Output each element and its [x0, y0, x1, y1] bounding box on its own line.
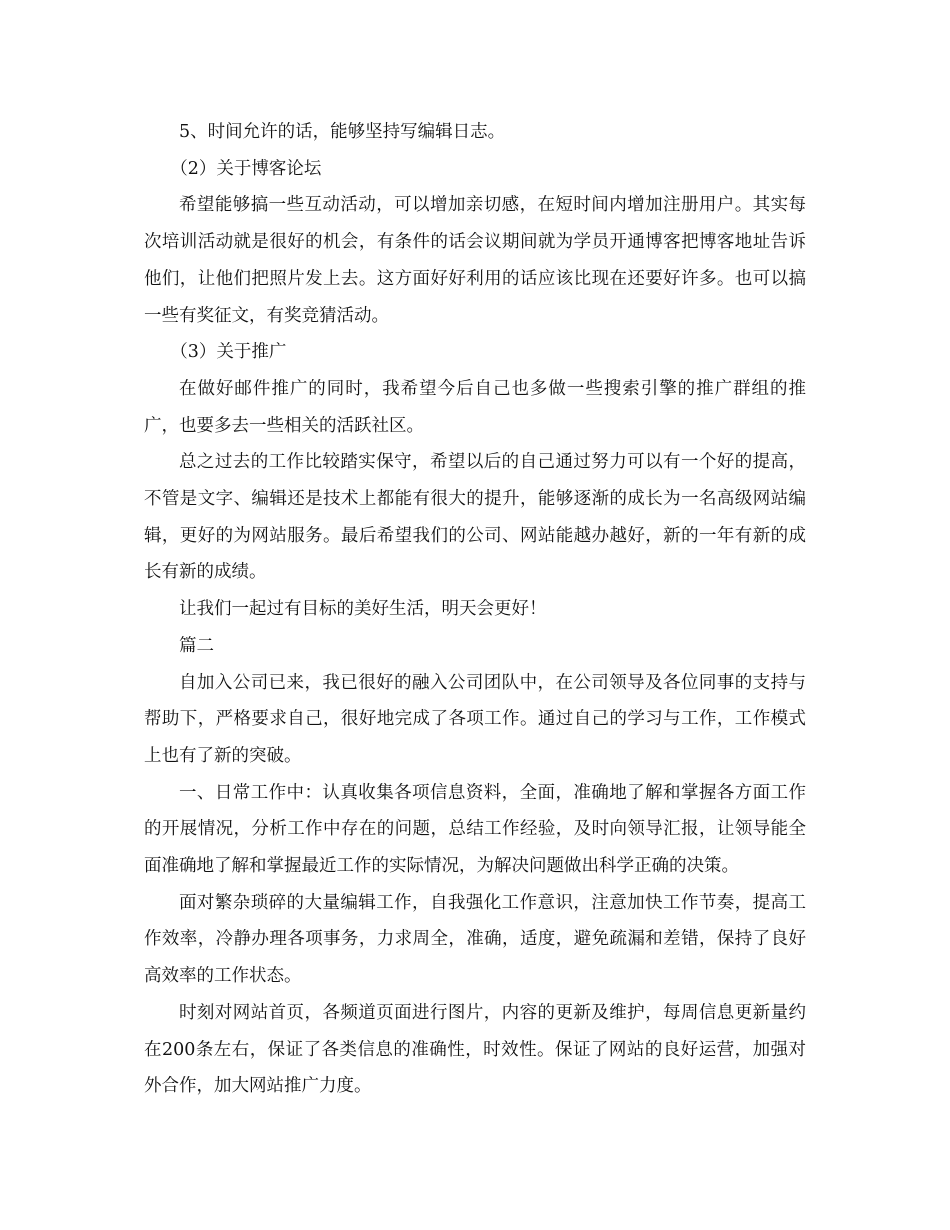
paragraph-promotion: 在做好邮件推广的同时，我希望今后自己也多做一些搜索引擎的推广群组的推广，也要多去一些相关的活跃社区。 — [144, 378, 806, 436]
section-heading-blog-forum: （2）关于博客论坛 — [170, 158, 322, 179]
paragraph-site-maintenance: 时刻对网站首页，各频道页面进行图片，内容的更新及维护，每周信息更新量约在200条左右，保证了各类信息的准确性，时效性。保证了网站的良好运营，加强对外合作，加大网站推广力度。 — [144, 1002, 806, 1097]
paragraph-closing: 让我们一起过有目标的美好生活，明天会更好！ — [179, 599, 547, 620]
paragraph-intro: 自加入公司已来，我已很好的融入公司团队中，在公司领导及各位同事的支持与帮助下，严格要求自己，很好地完成了各项工作。通过自己的学习与工作，工作模式上也有了新的突破。 — [144, 672, 806, 766]
paragraph-summary: 总之过去的工作比较踏实保守，希望以后的自己通过努力可以有一个好的提高，不管是文字、编辑还是技术上都能有很大的提升，能够逐渐的成长为一名高级网站编辑，更好的为网站服务。最后希望我们的公司、网站能越办越好，新的一年有新的成长有新的成绩。 — [144, 452, 806, 583]
paragraph-daily-work: 一、日常工作中：认真收集各项信息资料，全面，准确地了解和掌握各方面工作的开展情况，分析工作中存在的问题，总结工作经验，及时向领导汇报，让领导能全面准确地了解和掌握最近工作的实际情况，为解决问题做出科学正确的决策。 — [144, 782, 806, 877]
paragraph-editing-work: 面对繁杂琐碎的大量编辑工作，自我强化工作意识，注意加快工作节奏，提高工作效率，冷静办理各项事务，力求周全，准确，适度，避免疏漏和差错，保持了良好高效率的工作状态。 — [144, 892, 806, 987]
paragraph-item-5: 5、时间允许的话，能够坚持写编辑日志。 — [179, 122, 506, 142]
section-heading-part-two: 篇二 — [179, 635, 214, 656]
section-heading-promotion: （3）关于推广 — [170, 342, 287, 363]
document-body — [144, 114, 806, 1105]
paragraph-blog-forum: 希望能够搞一些互动活动，可以增加亲切感，在短时间内增加注册用户。其实每次培训活动就是很好的机会，有条件的话会议期间就为学员开通博客把博客地址告诉他们，让他们把照片发上去。这方面好好利用的话应该比现在还要好许多。也可以搞一些有奖征文，有奖竞猜活动。 — [144, 195, 806, 326]
